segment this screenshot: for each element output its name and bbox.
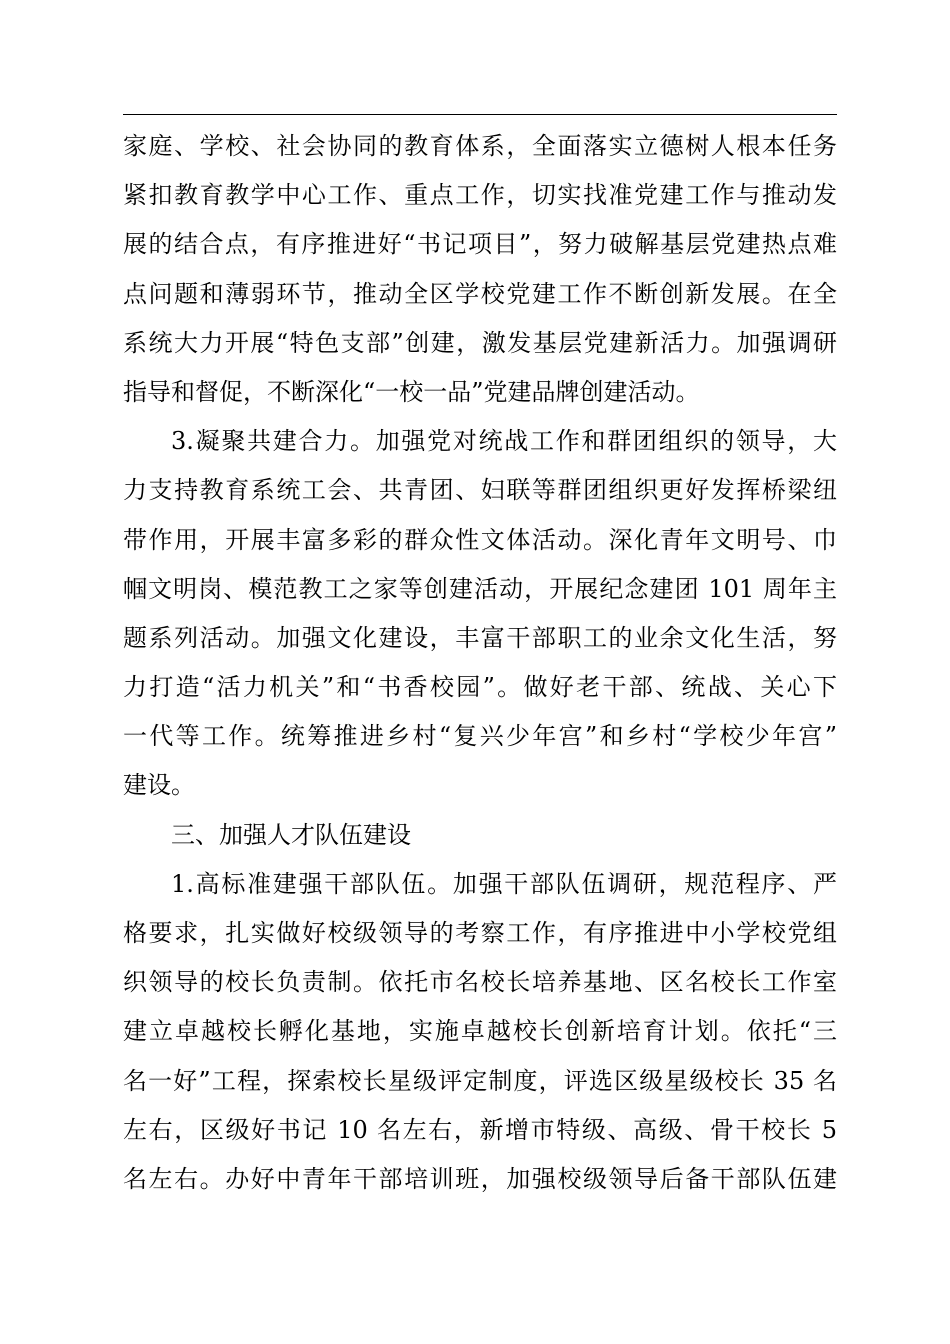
text-line: 展的结合点，有序推进好“书记项目”，努力破解基层党建热点难 [123,230,837,259]
text-line: 力支持教育系统工会、共青团、妇联等群团组织更好发挥桥梁纽 [123,476,837,505]
header-rule [123,114,837,115]
text-line: 系统大力开展“特色支部”创建，激发基层党建新活力。加强调研 [123,328,837,357]
text-line: 家庭、学校、社会协同的教育体系，全面落实立德树人根本任务 [123,132,837,160]
text-line: 帼文明岗、模范教工之家等创建活动，开展纪念建团 101 周年主 [123,574,837,603]
text-line-paragraph-end: 指导和督促，不断深化“一校一品”党建品牌创建活动。 [123,377,700,406]
text-line: 建立卓越校长孵化基地，实施卓越校长创新培育计划。依托“三 [123,1017,837,1046]
text-line-paragraph-end: 建设。 [123,771,195,800]
body-text [123,122,837,1204]
text-line: 名一好”工程，探索校长星级评定制度，评选区级星级校长 35 名 [123,1066,837,1095]
section-heading: 三、加强人才队伍建设 [171,820,411,849]
paragraph-start-line: 3.凝聚共建合力。加强党对统战工作和群团组织的领导，大 [171,427,837,456]
text-line: 织领导的校长负责制。依托市名校长培养基地、区名校长工作室 [123,968,837,997]
paragraph-start-line: 1.高标准建强干部队伍。加强干部队伍调研，规范程序、严 [171,869,837,898]
text-line: 点问题和薄弱环节，推动全区学校党建工作不断创新发展。在全 [123,279,837,308]
text-line: 带作用，开展丰富多彩的群众性文体活动。深化青年文明号、巾 [123,525,837,554]
text-line: 题系列活动。加强文化建设，丰富干部职工的业余文化生活，努 [123,623,837,652]
text-line: 一代等工作。统筹推进乡村“复兴少年宫”和乡村“学校少年宫” [123,722,837,751]
text-line: 力打造“活力机关”和“书香校园”。做好老干部、统战、关心下 [123,673,837,702]
text-line: 名左右。办好中青年干部培训班，加强校级领导后备干部队伍建 [123,1164,837,1193]
text-line: 左右，区级好书记 10 名左右，新增市特级、高级、骨干校长 5 [123,1115,837,1144]
text-line: 格要求，扎实做好校级领导的考察工作，有序推进中小学校党组 [123,919,837,947]
text-line: 紧扣教育教学中心工作、重点工作，切实找准党建工作与推动发 [123,181,837,210]
